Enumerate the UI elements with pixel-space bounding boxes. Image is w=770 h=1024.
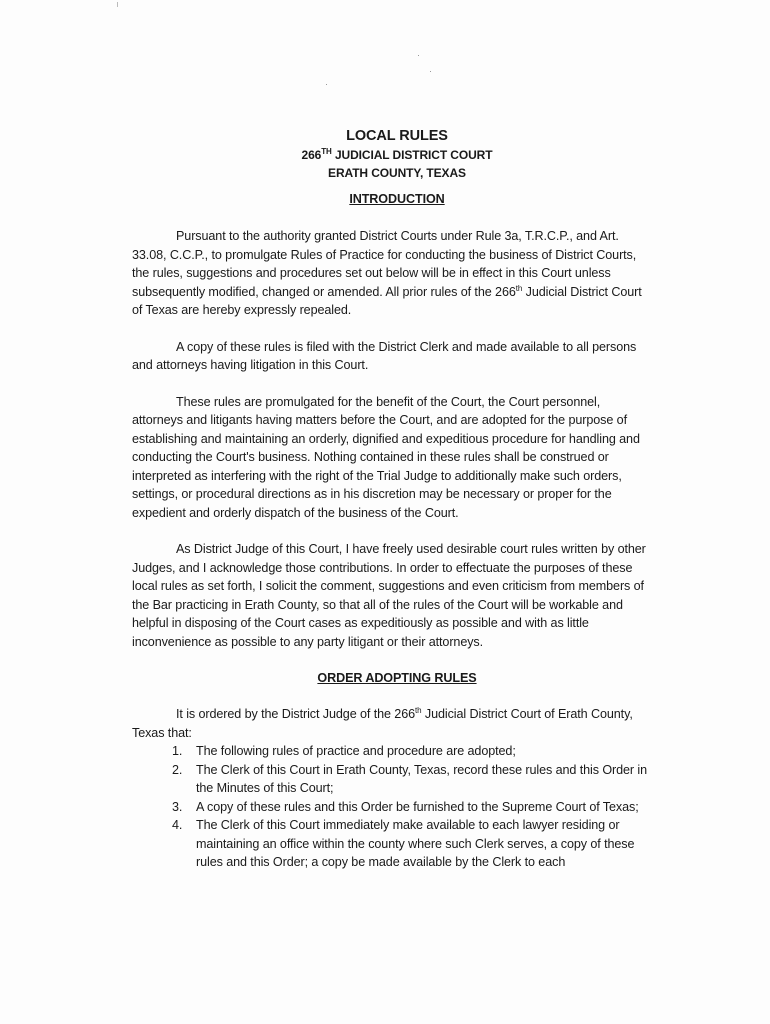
scan-speck <box>326 84 327 85</box>
scan-speck <box>418 55 419 56</box>
court-number: 266 <box>301 148 322 162</box>
intro-p1-text-a: Pursuant to the authority granted District Courts under Rule 3a, T.R.C.P., and Art. 33.08, C.C.P., to promulgate Rules of Practice for conducting the business of District Courts, the rules, suggestions and procedures set out below will be in effect in this Court unless subsequently modified, changed or amended. All prior rules of the 266 <box>132 229 637 299</box>
order-heading: ORDER ADOPTING RULES <box>317 671 477 685</box>
intro-p1-text-b: Judicial District Court of Texas are hereby expressly repealed. <box>132 284 642 317</box>
order-list <box>132 742 654 872</box>
intro-paragraph-2: A copy of these rules is filed with the District Clerk and made available to all persons and attorneys having litigation in this Court. <box>132 339 637 372</box>
order-item <box>132 761 654 798</box>
intro-paragraph-1 <box>132 227 654 320</box>
document-body <box>132 120 654 872</box>
order-intro-text-b: Judicial District Court of Erath County, Texas that: <box>132 707 633 740</box>
order-item-text: A copy of these rules and this Order be furnished to the Supreme Court of Texas; <box>196 799 639 814</box>
order-item-number: 4. <box>172 818 183 832</box>
scan-mark <box>117 2 118 7</box>
order-item <box>132 798 654 817</box>
order-item <box>132 816 654 872</box>
intro-paragraph-3: These rules are promulgated for the benefit of the Court, the Court personnel, attorneys and litigants having matters before the Court, and are adopted for the purpose of establishing and maintaining an orderly, dignified and expeditious procedure for handling and conducting the Court's business. Nothing contained in these rules shall be construed or interpreted as interfering with the right of the Trial Judge to additionally make such orders, settings, or procedural directions as in his discretion may be necessary or proper for the expedient and orderly dispatch of the business of the Court. <box>132 394 640 520</box>
order-item-number: 3. <box>172 799 183 814</box>
introduction-heading: INTRODUCTION <box>349 192 445 206</box>
document-title: LOCAL RULES <box>346 128 448 144</box>
court-name-rest: JUDICIAL DISTRICT COURT <box>331 148 493 162</box>
order-intro-text-a: It is ordered by the District Judge of the 266 <box>176 707 416 721</box>
order-intro-ordinal: th <box>415 706 422 715</box>
document-header <box>140 126 654 182</box>
order-item-text: The Clerk of this Court immediately make available to each lawyer residing or maintaining an office within the county where such Clerk serves, a copy of these rules and this Order; a copy be made available by the Clerk to each <box>196 818 635 869</box>
intro-p1-ordinal: th <box>515 283 523 293</box>
order-item-number: 2. <box>172 762 183 777</box>
order-item-text: The following rules of practice and procedure are adopted; <box>196 744 516 758</box>
order-item <box>132 742 654 761</box>
order-intro-paragraph <box>132 705 654 742</box>
scan-speck <box>430 71 431 72</box>
intro-paragraph-4: As District Judge of this Court, I have freely used desirable court rules written by other Judges, and I acknowledge those contributions. In order to effectuate the purposes of these local rules as set forth, I solicit the comment, suggestions and even criticism from members of the Bar practicing in Erath County, so that all of the rules of the Court will be workable and helpful in disposing of the Court cases as expeditiously as possible and with as little inconvenience as possible to any party litigant or their attorneys. <box>132 542 646 649</box>
order-item-text: The Clerk of this Court in Erath County, Texas, record these rules and this Order in the Minutes of this Court; <box>196 762 648 795</box>
court-ordinal: TH <box>321 147 332 156</box>
county-name: ERATH COUNTY, TEXAS <box>328 166 466 180</box>
court-name <box>140 146 654 164</box>
order-item-number: 1. <box>172 744 183 758</box>
